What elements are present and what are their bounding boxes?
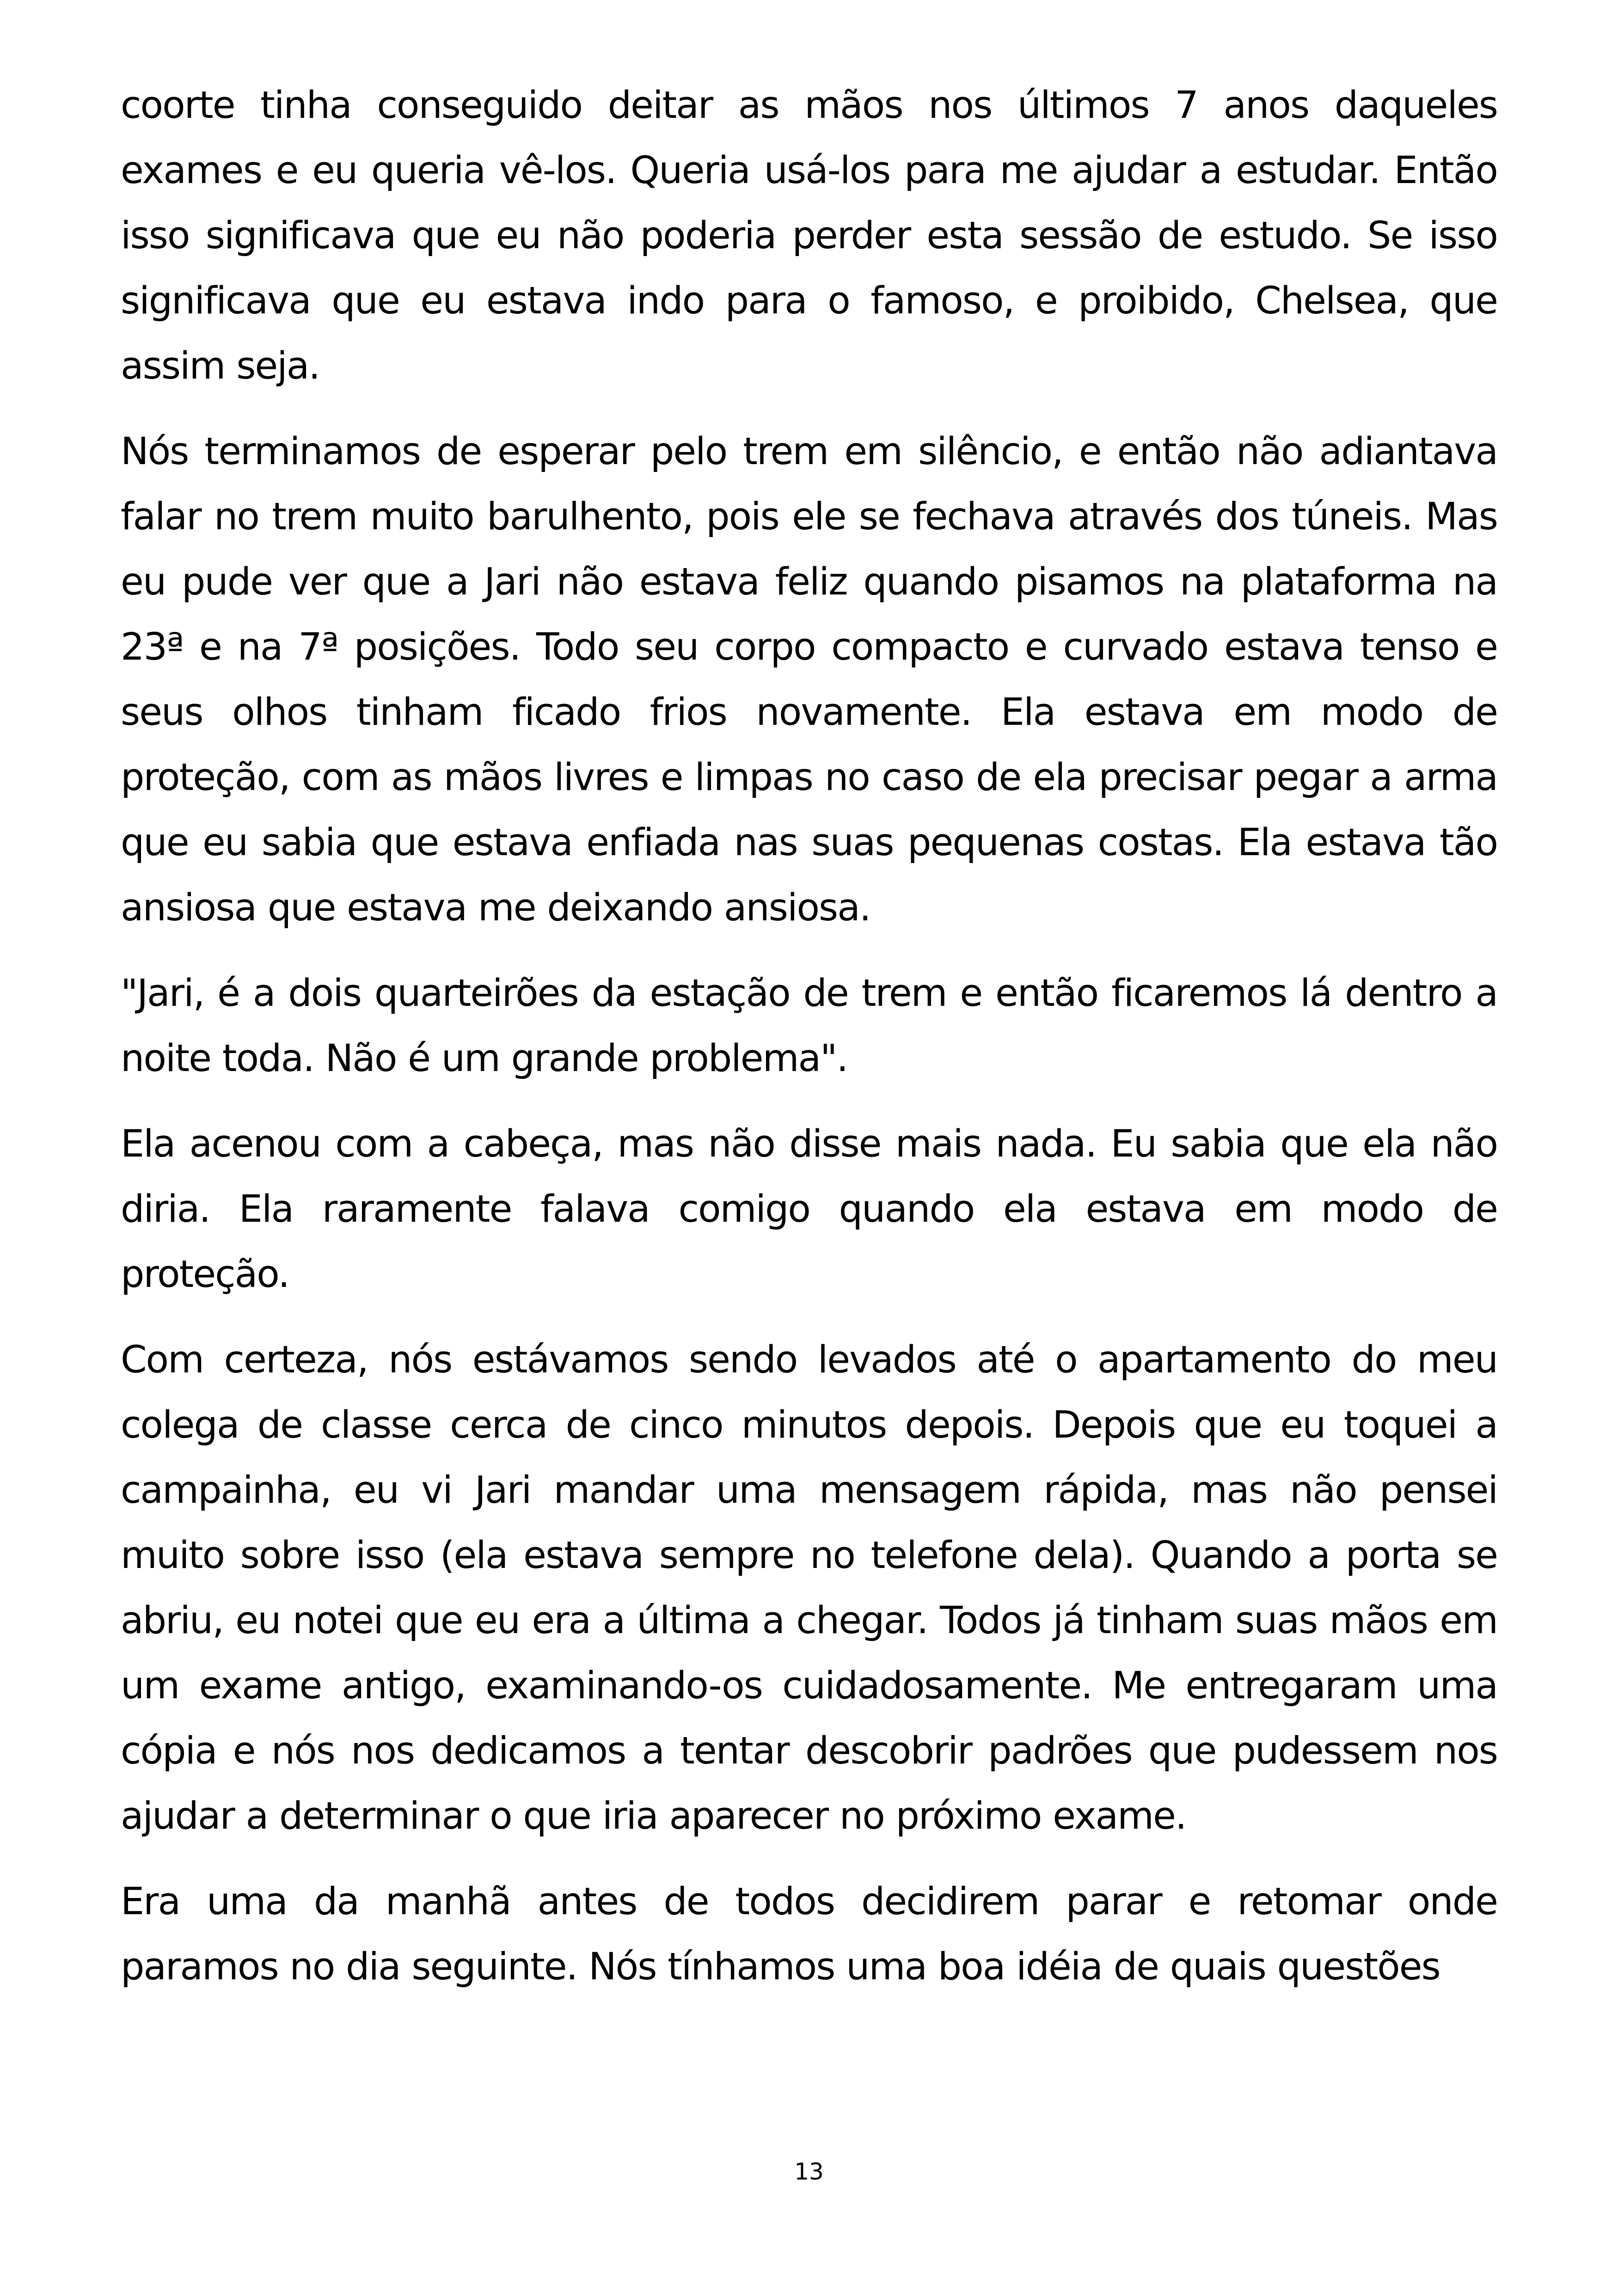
paragraph-6: Era uma da manhã antes de todos decidirem parar e retomar onde paramos no dia seguinte. Nós tínhamos uma boa idéia de quais questões (121, 1880, 1497, 1989)
paragraph-2: Nós terminamos de esperar pelo trem em silêncio, e então não adiantava falar no trem muito barulhento, pois ele se fechava através dos túneis. Mas eu pude ver que a Jari não estava feliz quando pisamos na plataforma na 23ª e na 7ª posições. Todo seu corpo compacto e curvado estava tenso e seus olhos tinham ficado frios novamente. Ela estava em modo de proteção, com as mãos livres e limpas no caso de ela precisar pegar a arma que eu sabia que estava enfiada nas suas pequenas costas. Ela estava tão ansiosa que estava me deixando ansiosa. (121, 430, 1497, 930)
paragraph-5: Com certeza, nós estávamos sendo levados até o apartamento do meu colega de classe cerca de cinco minutos depois. Depois que eu toquei a campainha, eu vi Jari mandar uma mensagem rápida, mas não pensei muito sobre isso (ela estava sempre no telefone dela). Quando a porta se abriu, eu notei que eu era a última a chegar. Todos já tinham suas mãos em um exame antigo, examinando-os cuidadosamente. Me entregaram uma cópia e nós nos dedicamos a tentar descobrir padrões que pudessem nos ajudar a determinar o que iria aparecer no próximo exame. (121, 1338, 1497, 1838)
paragraph-3: "Jari, é a dois quarteirões da estação de trem e então ficaremos lá dentro a noite toda. Não é um grande problema". (121, 972, 1497, 1080)
page-number: 13 (794, 2158, 824, 2185)
page-body (121, 73, 1497, 2020)
paragraph-4: Ela acenou com a cabeça, mas não disse mais nada. Eu sabia que ela não diria. Ela raramente falava comigo quando ela estava em modo de proteção. (121, 1122, 1497, 1296)
paragraph-1: coorte tinha conseguido deitar as mãos nos últimos 7 anos daqueles exames e eu queria vê-los. Queria usá-los para me ajudar a estudar. Então isso significava que eu não poderia perder esta sessão de estudo. Se isso significava que eu estava indo para o famoso, e proibido, Chelsea, que assim seja. (121, 84, 1497, 388)
